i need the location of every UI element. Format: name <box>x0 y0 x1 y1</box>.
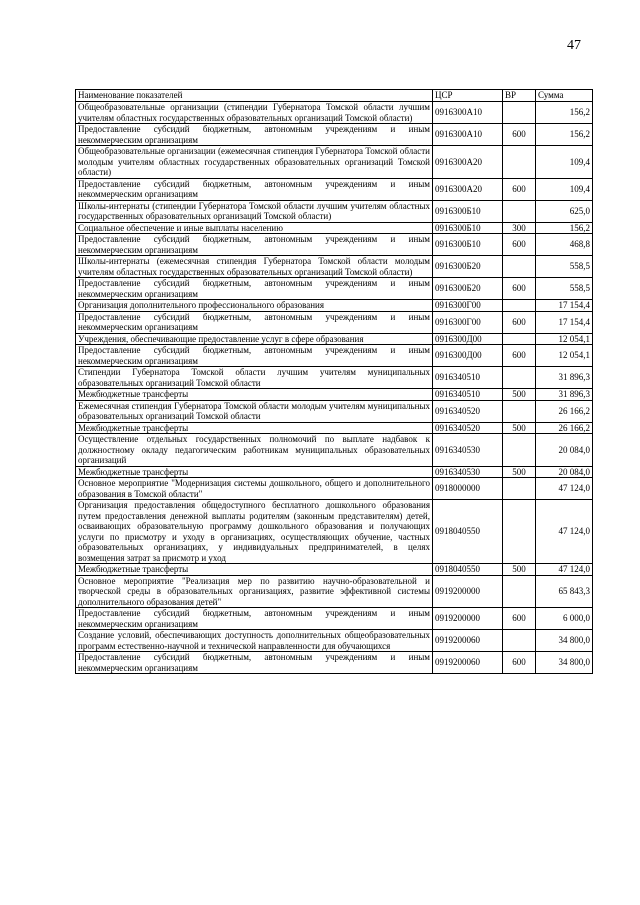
row-sum: 17 154,4 <box>536 300 593 312</box>
row-sum: 156,2 <box>536 102 593 124</box>
row-sum: 26 166,2 <box>536 400 593 422</box>
row-sum: 17 154,4 <box>536 311 593 333</box>
row-csr-code: 0916300Б20 <box>433 256 503 278</box>
row-csr-code: 0916340520 <box>433 422 503 434</box>
row-csr-code: 0916340530 <box>433 466 503 478</box>
row-name: Основное мероприятие "Модернизация системы дошкольного, общего и дополнительного образования в Томской области" <box>76 478 433 500</box>
header-sum: Сумма <box>536 90 593 102</box>
row-csr-code: 0919200000 <box>433 608 503 630</box>
row-vr-code: 500 <box>503 422 536 434</box>
row-csr-code: 0916300Д00 <box>433 345 503 367</box>
table-row <box>76 575 593 608</box>
table-row <box>76 333 593 345</box>
row-csr-code: 0919200000 <box>433 575 503 608</box>
table-row <box>76 222 593 234</box>
row-csr-code: 0918040550 <box>433 564 503 576</box>
row-csr-code: 0919200060 <box>433 652 503 674</box>
table-row <box>76 389 593 401</box>
row-sum: 558,5 <box>536 278 593 300</box>
row-sum: 26 166,2 <box>536 422 593 434</box>
row-vr-code: 500 <box>503 564 536 576</box>
row-sum: 20 084,0 <box>536 434 593 467</box>
row-csr-code: 0916340530 <box>433 434 503 467</box>
table-row <box>76 124 593 146</box>
table-row <box>76 345 593 367</box>
row-csr-code: 0916300Б20 <box>433 278 503 300</box>
row-sum: 65 843,3 <box>536 575 593 608</box>
row-sum: 20 084,0 <box>536 466 593 478</box>
header-name: Наименование показателей <box>76 90 433 102</box>
table-row <box>76 434 593 467</box>
row-vr-code: 600 <box>503 178 536 200</box>
table-row <box>76 400 593 422</box>
row-sum: 109,4 <box>536 178 593 200</box>
table-row <box>76 630 593 652</box>
row-vr-code: 600 <box>503 608 536 630</box>
row-csr-code: 0916300Б10 <box>433 200 503 222</box>
row-sum: 47 124,0 <box>536 564 593 576</box>
row-name: Общеобразовательные организации (стипендии Губернатора Томской области лучшим учителям областных государственных образовательных организаций Томской области) <box>76 102 433 124</box>
row-vr-code <box>503 500 536 564</box>
table-row <box>76 466 593 478</box>
row-csr-code: 0916300А10 <box>433 102 503 124</box>
table-row <box>76 146 593 179</box>
table-row <box>76 564 593 576</box>
row-name: Предоставление субсидий бюджетным, автономным учреждениям и иным некоммерческим организациям <box>76 278 433 300</box>
row-vr-code: 600 <box>503 345 536 367</box>
row-name: Ежемесячная стипендия Губернатора Томской области молодым учителям муниципальных образовательных организаций Томской области <box>76 400 433 422</box>
table-row <box>76 178 593 200</box>
row-vr-code <box>503 146 536 179</box>
row-sum: 34 800,0 <box>536 652 593 674</box>
row-name: Межбюджетные трансферты <box>76 564 433 576</box>
row-sum: 47 124,0 <box>536 478 593 500</box>
row-sum: 109,4 <box>536 146 593 179</box>
row-name: Межбюджетные трансферты <box>76 422 433 434</box>
row-name: Школы-интернаты (стипендии Губернатора Томской области лучшим учителям областных государственных образовательных организаций Томской области) <box>76 200 433 222</box>
row-csr-code: 0916340510 <box>433 389 503 401</box>
row-sum: 468,8 <box>536 234 593 256</box>
row-vr-code: 600 <box>503 124 536 146</box>
row-vr-code: 500 <box>503 389 536 401</box>
row-sum: 625,0 <box>536 200 593 222</box>
row-vr-code: 600 <box>503 278 536 300</box>
row-csr-code: 0916300Г00 <box>433 311 503 333</box>
row-sum: 31 896,3 <box>536 389 593 401</box>
table-row <box>76 102 593 124</box>
row-vr-code <box>503 478 536 500</box>
row-name: Создание условий, обеспечивающих доступность дополнительных общеобразовательных программ естественно-научной и технической направленности для обучающихся <box>76 630 433 652</box>
table-row <box>76 652 593 674</box>
row-csr-code: 0916340520 <box>433 400 503 422</box>
table-row <box>76 478 593 500</box>
row-name: Предоставление субсидий бюджетным, автономным учреждениям и иным некоммерческим организациям <box>76 608 433 630</box>
row-sum: 156,2 <box>536 222 593 234</box>
row-vr-code <box>503 300 536 312</box>
row-sum: 12 054,1 <box>536 345 593 367</box>
row-csr-code: 0916300Д00 <box>433 333 503 345</box>
row-name: Межбюджетные трансферты <box>76 466 433 478</box>
table-row <box>76 311 593 333</box>
row-name: Школы-интернаты (ежемесячная стипендия Губернатора Томской области молодым учителям областных государственных образовательных организаций Томской области) <box>76 256 433 278</box>
row-csr-code: 0916300А20 <box>433 178 503 200</box>
row-vr-code <box>503 434 536 467</box>
row-sum: 156,2 <box>536 124 593 146</box>
row-name: Осуществление отдельных государственных полномочий по выплате надбавок к должностному окладу педагогическим работникам муниципальных образовательных организаций <box>76 434 433 467</box>
row-name: Социальное обеспечение и иные выплаты населению <box>76 222 433 234</box>
row-sum: 34 800,0 <box>536 630 593 652</box>
table-row <box>76 608 593 630</box>
row-vr-code <box>503 256 536 278</box>
row-csr-code: 0919200060 <box>433 630 503 652</box>
row-vr-code <box>503 102 536 124</box>
row-name: Межбюджетные трансферты <box>76 389 433 401</box>
table-row <box>76 422 593 434</box>
row-csr-code: 0916300А10 <box>433 124 503 146</box>
row-vr-code: 600 <box>503 652 536 674</box>
header-csr: ЦСР <box>433 90 503 102</box>
row-name: Предоставление субсидий бюджетным, автономным учреждениям и иным некоммерческим организациям <box>76 178 433 200</box>
table-row <box>76 500 593 564</box>
row-csr-code: 0916340510 <box>433 367 503 389</box>
row-vr-code <box>503 630 536 652</box>
table-row <box>76 256 593 278</box>
row-vr-code <box>503 333 536 345</box>
row-csr-code: 0918000000 <box>433 478 503 500</box>
budget-table <box>75 89 593 674</box>
row-name: Организация дополнительного профессионального образования <box>76 300 433 312</box>
row-csr-code: 0918040550 <box>433 500 503 564</box>
row-sum: 47 124,0 <box>536 500 593 564</box>
row-csr-code: 0916300Б10 <box>433 234 503 256</box>
row-sum: 12 054,1 <box>536 333 593 345</box>
row-name: Учреждения, обеспечивающие предоставление услуг в сфере образования <box>76 333 433 345</box>
row-name: Предоставление субсидий бюджетным, автономным учреждениям и иным некоммерческим организациям <box>76 345 433 367</box>
header-vr: ВР <box>503 90 536 102</box>
row-csr-code: 0916300А20 <box>433 146 503 179</box>
row-vr-code <box>503 400 536 422</box>
table-row <box>76 300 593 312</box>
table-header-row <box>76 90 593 102</box>
row-name: Стипендии Губернатора Томской области лучшим учителям муниципальных образовательных организаций Томской области <box>76 367 433 389</box>
table-row <box>76 200 593 222</box>
row-name: Основное мероприятие "Реализация мер по развитию научно-образовательной и творческой среды в образовательных организациях, развитие эффективной системы дополнительного образования детей" <box>76 575 433 608</box>
row-name: Предоставление субсидий бюджетным, автономным учреждениям и иным некоммерческим организациям <box>76 311 433 333</box>
row-sum: 31 896,3 <box>536 367 593 389</box>
table-row <box>76 278 593 300</box>
table-row <box>76 234 593 256</box>
row-vr-code: 500 <box>503 466 536 478</box>
row-vr-code: 600 <box>503 234 536 256</box>
row-csr-code: 0916300Б10 <box>433 222 503 234</box>
table-row <box>76 367 593 389</box>
row-name: Общеобразовательные организации (ежемесячная стипендия Губернатора Томской области молодым учителям областных государственных образовательных организаций Томской области) <box>76 146 433 179</box>
row-vr-code <box>503 575 536 608</box>
row-csr-code: 0916300Г00 <box>433 300 503 312</box>
table-body <box>76 102 593 674</box>
row-sum: 558,5 <box>536 256 593 278</box>
row-name: Предоставление субсидий бюджетным, автономным учреждениям и иным некоммерческим организациям <box>76 652 433 674</box>
row-name: Организация предоставления общедоступного бесплатного дошкольного образования путем предоставления денежной выплаты родителям (законным представителям) детей, осваивающих образовательную программу дошкольного образования и получающих услуги по присмотру и уходу в организациях, осуществляющих обучение, частных образовательных организациях, у индивидуальных предпринимателей, в целях возмещения затрат за присмотр и уход <box>76 500 433 564</box>
page-number: 47 <box>567 38 581 53</box>
row-vr-code: 300 <box>503 222 536 234</box>
row-vr-code <box>503 367 536 389</box>
row-vr-code: 600 <box>503 311 536 333</box>
row-sum: 6 000,0 <box>536 608 593 630</box>
row-name: Предоставление субсидий бюджетным, автономным учреждениям и иным некоммерческим организациям <box>76 234 433 256</box>
row-name: Предоставление субсидий бюджетным, автономным учреждениям и иным некоммерческим организациям <box>76 124 433 146</box>
row-vr-code <box>503 200 536 222</box>
